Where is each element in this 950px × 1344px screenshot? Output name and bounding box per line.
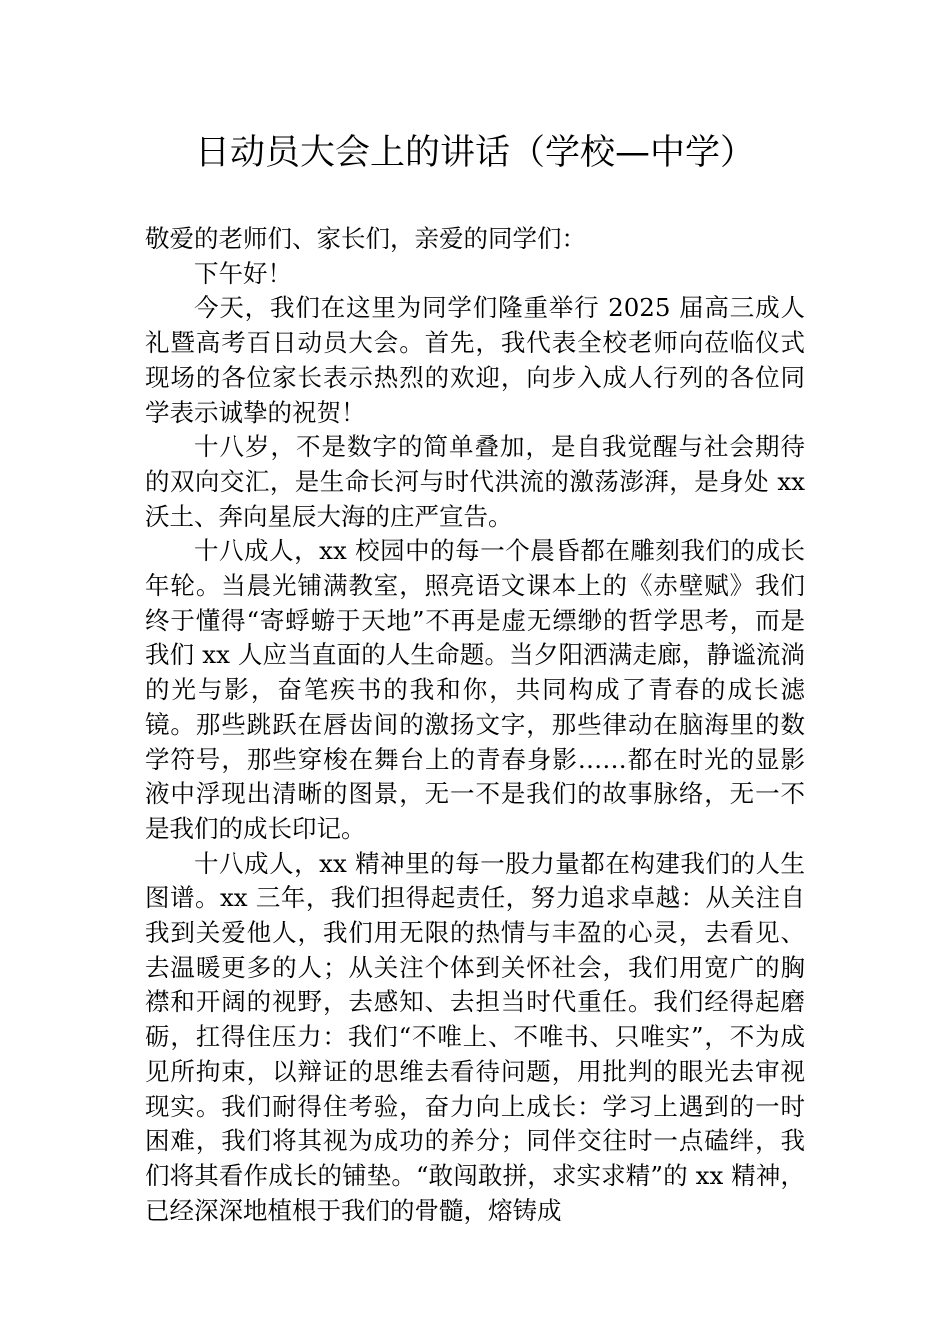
greeting: 下午好！ — [194, 258, 292, 288]
document-body — [145, 222, 805, 1228]
paragraph: 今天，我们在这里为同学们隆重举行 2025 届高三成人礼暨高考百日动员大会。首先，我代表全校老师向莅临仪式现场的各位家长表示热烈的欢迎，向步入成人行列的各位同学表示诚挚的祝贺！ — [145, 293, 805, 427]
document-title: 日动员大会上的讲话（学校—中学） — [194, 133, 755, 173]
paragraph: 十八岁，不是数字的简单叠加，是自我觉醒与社会期待的双向交汇，是生命长河与时代洪流的激荡澎湃，是身处 xx 沃土、奔向星辰大海的庄严宣告。 — [145, 432, 805, 531]
salutation: 敬爱的老师们、家长们，亲爱的同学们： — [145, 224, 586, 253]
paragraph: 十八成人，xx 精神里的每一股力量都在构建我们的人生图谱。xx 三年，我们担得起责任，努力追求卓越：从关注自我到关爱他人，我们用无限的热情与丰盈的心灵，去看见、去温暖更多的人；从关注个体到关怀社会，我们用宽广的胸襟和开阔的视野，去感知、去担当时代重任。我们经得起磨砺，扛得住压力：我们“不唯上、不唯书、只唯实”，不为成见所拘束，以辩证的思维去看待问题，用批判的眼光去审视现实。我们耐得住考验，奋力向上成长：学习上遇到的一时困难，我们将其视为成功的养分；同伴交往时一点磕绊，我们将其看作成长的铺垫。“敢闯敢拼，求实求精”的 xx 精神，已经深深地植根于我们的骨髓，熔铸成 — [145, 848, 805, 1225]
paragraph: 十八成人，xx 校园中的每一个晨昏都在雕刻我们的成长年轮。当晨光铺满教室，照亮语文课本上的《赤壁赋》我们终于懂得“寄蜉蝣于天地”不再是虚无缥缈的哲学思考，而是我们 xx 人应当直面的人生命题。当夕阳洒满走廊，静谧流淌的光与影，奋笔疾书的我和你，共同构成了青春的成长滤镜。那些跳跃在唇齿间的激扬文字，那些律动在脑海里的数学符号，那些穿梭在舞台上的青春身影……都在时光的显影液中浮现出清晰的图景，无一不是我们的故事脉络，无一不是我们的成长印记。 — [145, 536, 805, 843]
